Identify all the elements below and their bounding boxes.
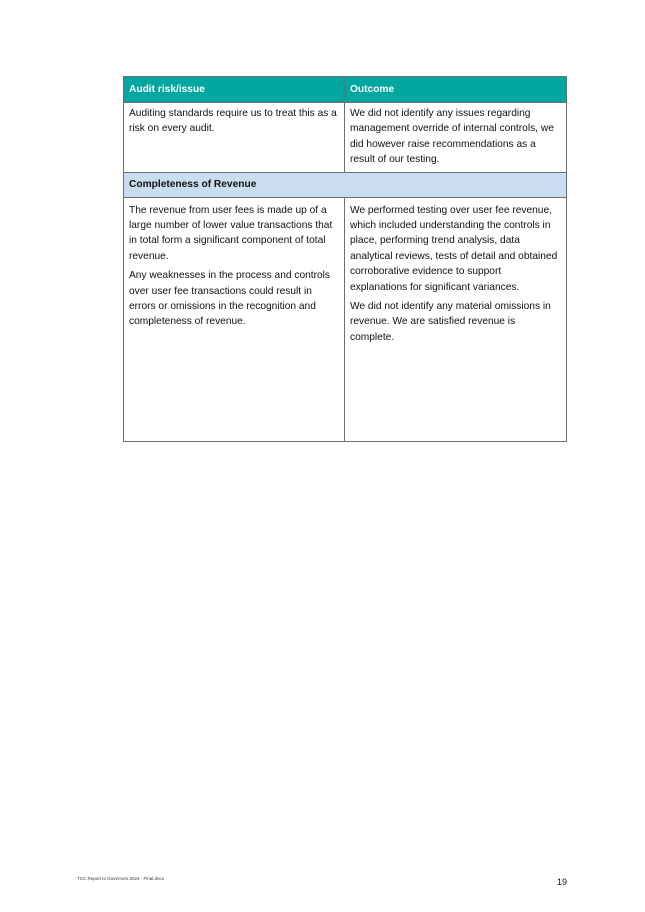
page-number: 19 <box>557 877 568 887</box>
table-row <box>124 197 567 441</box>
outcome-cell <box>345 197 567 441</box>
footer-document-name: TCC Report to Governors 2024 - Final.docx <box>77 876 165 881</box>
header-audit-risk: Audit risk/issue <box>124 77 345 103</box>
table-row <box>124 103 567 173</box>
risk-cell <box>124 197 345 441</box>
header-outcome: Outcome <box>345 77 567 103</box>
outcome-cell: We did not identify any issues regarding management override of internal controls, we did however raise recommendations as a result of our testing. <box>345 103 567 173</box>
risk-paragraph: Any weaknesses in the process and controls over user fee transactions could result in errors or omissions in the recognition and completeness of revenue. <box>129 270 331 328</box>
outcome-paragraph: We performed testing over user fee revenue, which included understanding the controls in place, performing trend analysis, data analytical reviews, tests of detail and obtained corroborative evidence to support explanations for significant variances. <box>350 204 558 293</box>
section-title: Completeness of Revenue <box>124 172 567 197</box>
outcome-paragraph: We did not identify any material omissions in revenue. We are satisfied revenue is complete. <box>350 301 551 343</box>
section-header-row <box>124 172 567 197</box>
audit-risk-table <box>123 76 567 442</box>
risk-cell: Auditing standards require us to treat this as a risk on every audit. <box>124 103 345 173</box>
table-header-row <box>124 77 567 103</box>
risk-paragraph: The revenue from user fees is made up of a large number of lower value transactions that in total form a significant component of total revenue. <box>129 204 333 262</box>
